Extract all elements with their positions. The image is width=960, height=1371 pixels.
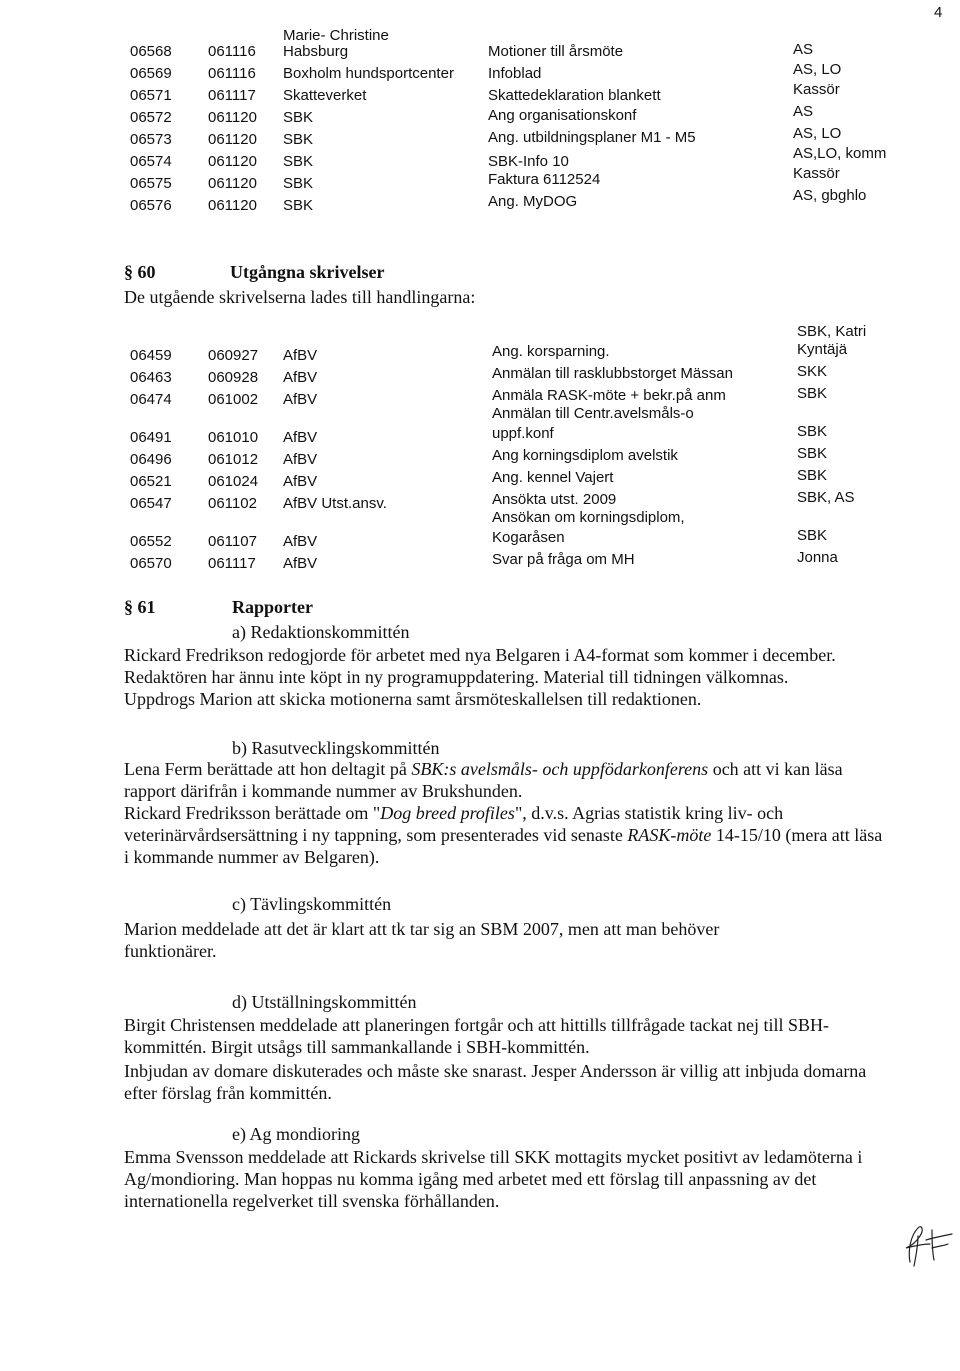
- letter-date: 060928: [208, 369, 259, 386]
- letter-number: 06575: [130, 175, 172, 192]
- letter-number: 06570: [130, 555, 172, 572]
- letter-number: 06463: [130, 369, 172, 386]
- sender: AfBV: [283, 369, 318, 386]
- subject: Infoblad: [488, 65, 542, 82]
- letter-date: 061102: [208, 495, 257, 512]
- subsection-heading-a: a) Redaktionskommittén: [232, 622, 410, 642]
- sender: AfBV: [283, 429, 318, 446]
- subject: SBK-Info 10: [488, 153, 569, 170]
- text-run: ", d.v.s. Agrias statistik kring liv- och veterinärvårdsersättning i ny tappning, som presenterades vid senaste: [124, 803, 784, 845]
- text-run: Lena Ferm berättade att hon deltagit på: [124, 759, 412, 779]
- letter-number: 06459: [130, 347, 172, 364]
- text-run: Rickard Fredriksson berättade om ": [124, 803, 381, 823]
- subject: Ansökan om korningsdiplom,: [492, 509, 685, 526]
- letter-number: 06547: [130, 495, 172, 512]
- distribution: AS,LO, komm: [793, 145, 887, 162]
- distribution: SBK: [797, 423, 828, 440]
- distribution: AS, LO: [793, 61, 842, 78]
- letter-number: 06572: [130, 109, 172, 126]
- section-symbol: § 60: [124, 262, 156, 282]
- subsection-text-d1: Birgit Christensen meddelade att planeringen fortgår och att hittills tillfrågade tackat nej till SBH-kommittén. Birgit utsågs till sammankallande i SBH-kommittén.: [124, 1015, 829, 1057]
- distribution: AS, gbghlo: [793, 187, 867, 204]
- text-run: och att vi kan läsa rapport därifrån i kommande nummer av Brukshunden.: [124, 759, 843, 801]
- letter-date: 061120: [208, 109, 257, 126]
- letter-number: 06474: [130, 391, 172, 408]
- distribution: SBK: [797, 527, 828, 544]
- distribution: Kassör: [793, 81, 840, 98]
- section-61-heading: [124, 597, 624, 621]
- sender: AfBV: [283, 391, 318, 408]
- subsection-heading-d: d) Utställningskommittén: [232, 992, 417, 1012]
- subsection-text-b2: [124, 802, 884, 868]
- section-symbol: § 61: [124, 597, 156, 617]
- subject: Anmälan till Centr.avelsmåls-o: [492, 405, 694, 422]
- subject: Anmälan till rasklubbstorget Mässan: [492, 365, 733, 382]
- subject: Ang organisationskonf: [488, 107, 637, 124]
- subject: Ang. utbildningsplaner M1 - M5: [488, 129, 696, 146]
- subsection-heading-b: b) Rasutvecklingskommittén: [232, 738, 440, 758]
- letter-number: 06568: [130, 43, 172, 60]
- letter-date: 061012: [208, 451, 259, 468]
- section-title: Rapporter: [232, 597, 313, 617]
- subject: Anmäla RASK-möte + bekr.på anm: [492, 387, 726, 404]
- letter-number: 06573: [130, 131, 172, 148]
- sender: AfBV: [283, 451, 318, 468]
- sender: AfBV: [283, 555, 318, 572]
- distribution: SKK: [797, 363, 828, 380]
- section-60-intro: De utgående skrivelserna lades till handlingarna:: [124, 287, 476, 307]
- subsection-text-d2: Inbjudan av domare diskuterades och måste ske snarast. Jesper Andersson är villig att inbjuda domarna efter förslag från kommittén.: [124, 1061, 867, 1103]
- subject: Ang. korsparning.: [492, 343, 610, 360]
- letter-date: 061117: [208, 87, 256, 104]
- subsection-text-b1: [124, 758, 884, 802]
- table-row: [0, 187, 960, 218]
- letter-number: 06574: [130, 153, 172, 170]
- sender: Habsburg: [283, 43, 349, 60]
- distribution: AS, LO: [793, 125, 842, 142]
- letter-number: 06496: [130, 451, 172, 468]
- subject: Ang korningsdiplom avelstik: [492, 447, 678, 464]
- distribution: Kyntäjä: [797, 341, 848, 358]
- distribution: SBK, AS: [797, 489, 855, 506]
- table-row: [0, 81, 960, 108]
- subject: uppf.konf: [492, 425, 554, 442]
- distribution: Jonna: [797, 549, 838, 566]
- subsection-text-e: Emma Svensson meddelade att Rickards skrivelse till SKK mottagits mycket positivt av ledamöterna i Ag/mondioring. Man hoppas nu komma igång med arbetet med ett förslag till anpassning av det internationella regelverket till svenska förhållanden.: [124, 1147, 863, 1211]
- subsection-heading-c: c) Tävlingskommittén: [232, 894, 392, 914]
- text-run-italic: SBK:s avelsmåls- och uppfödarkonferens: [411, 759, 709, 779]
- subject: Ansökta utst. 2009: [492, 491, 617, 508]
- letter-date: 061120: [208, 197, 257, 214]
- sender: AfBV: [283, 533, 318, 550]
- letter-number: 06569: [130, 65, 172, 82]
- letter-date: 061120: [208, 153, 257, 170]
- subject: Ang. MyDOG: [488, 193, 578, 210]
- subject: Skattedeklaration blankett: [488, 87, 661, 104]
- sender: AfBV: [283, 347, 318, 364]
- section-60-heading: [124, 262, 624, 286]
- letter-date: 061024: [208, 473, 259, 490]
- letter-date: 060927: [208, 347, 259, 364]
- letter-number: 06491: [130, 429, 172, 446]
- subject: Faktura 6112524: [488, 171, 601, 188]
- subsection-heading-e: e) Ag mondioring: [232, 1124, 360, 1144]
- sender: AfBV: [283, 473, 318, 490]
- subsection-text-a: Rickard Fredrikson redogjorde för arbetet med nya Belgaren i A4-format som kommer i december. Redaktören har ännu inte köpt in ny programuppdatering. Material till tidningen välkomnas. Uppdrogs Marion att skicka motionerna samt årsmöteskallelsen till redaktionen.: [124, 645, 836, 709]
- sender: SBK: [283, 131, 314, 148]
- subject: Svar på fråga om MH: [492, 551, 635, 568]
- subject: Motioner till årsmöte: [488, 43, 624, 60]
- distribution: Kassör: [793, 165, 840, 182]
- sender: SBK: [283, 109, 314, 126]
- subject: Kogaråsen: [492, 529, 565, 546]
- letter-date: 061116: [208, 43, 256, 60]
- letter-number: 06571: [130, 87, 172, 104]
- text-run-italic: Dog breed profiles: [380, 803, 515, 823]
- distribution: SBK: [797, 467, 828, 484]
- subject: Ang. kennel Vajert: [492, 469, 614, 486]
- letter-number: 06552: [130, 533, 172, 550]
- sender: Boxholm hundsportcenter: [283, 65, 454, 82]
- subsection-text-c: Marion meddelade att det är klart att tk tar sig an SBM 2007, men att man behöver funktionärer.: [124, 919, 720, 961]
- text-run: 14-15/10 (mera att läsa i kommande nummer av Belgaren).: [124, 825, 883, 867]
- distribution: SBK, Katri: [797, 323, 867, 340]
- table-row: [0, 549, 960, 576]
- distribution: SBK: [797, 385, 828, 402]
- sender: SBK: [283, 197, 314, 214]
- letter-date: 061120: [208, 175, 257, 192]
- distribution: AS: [793, 103, 814, 120]
- letter-number: 06521: [130, 473, 172, 490]
- letter-date: 061117: [208, 555, 256, 572]
- letter-number: 06576: [130, 197, 172, 214]
- letter-date: 061116: [208, 65, 256, 82]
- page-number: 4: [934, 4, 943, 21]
- sender: Marie- Christine: [283, 27, 389, 44]
- section-title: Utgångna skrivelser: [230, 262, 385, 282]
- letter-date: 061002: [208, 391, 259, 408]
- letter-date: 061010: [208, 429, 259, 446]
- distribution: SBK: [797, 445, 828, 462]
- sender: Skatteverket: [283, 87, 367, 104]
- letter-date: 061120: [208, 131, 257, 148]
- sender: SBK: [283, 153, 314, 170]
- distribution: AS: [793, 41, 814, 58]
- sender: SBK: [283, 175, 314, 192]
- sender: AfBV Utst.ansv.: [283, 495, 387, 512]
- handwritten-initials-signature: [902, 1222, 958, 1272]
- text-run-italic: RASK-möte: [627, 825, 712, 845]
- letter-date: 061107: [208, 533, 257, 550]
